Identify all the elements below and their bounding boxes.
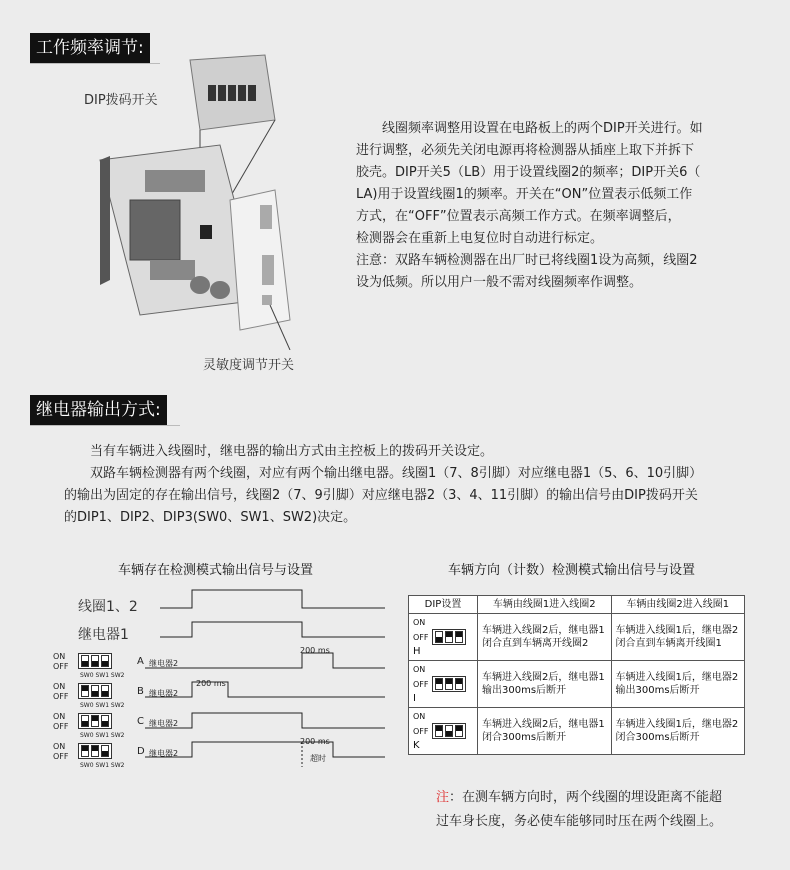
relay1-label: 继电器1	[78, 627, 129, 643]
on-label: ON	[413, 618, 426, 627]
divider	[30, 425, 180, 426]
duration-label: 200 ms	[196, 679, 226, 688]
desc-line: 线圈频率调整用设置在电路板上的两个DIP开关进行。如	[382, 121, 703, 136]
table-row	[409, 708, 745, 755]
off-label: OFF	[53, 662, 69, 671]
desc-line: 进行调整，必须先关闭电源再将检测器从插座上取下并拆下	[356, 143, 695, 158]
sw-labels: SW0 SW1 SW2	[80, 732, 125, 739]
dip-cell	[409, 614, 478, 661]
duration-label: 200 ms	[300, 737, 330, 746]
timeout-label: 超时	[310, 754, 326, 763]
on-label: ON	[413, 712, 426, 721]
duration-label: 200 ms	[300, 646, 330, 655]
off-label: OFF	[413, 727, 429, 736]
section-title-frequency: 工作频率调节:	[30, 33, 150, 63]
header-cell: DIP设置	[409, 596, 478, 614]
off-label: OFF	[53, 752, 69, 761]
dip-switch-icon	[78, 713, 112, 729]
para-line: 双路车辆检测器有两个线圈，对应有两个输出继电器。线圈1（7、8引脚）对应继电器1（5、6、10引脚）	[90, 466, 703, 481]
dip-switch-icon	[432, 723, 466, 739]
direction-table	[408, 595, 745, 755]
sw-labels: SW0 SW1 SW2	[80, 672, 125, 679]
row-letter: C	[137, 716, 144, 727]
desc-line: 注意：双路车辆检测器在出厂时已将线圈1设为高频，线圈2	[356, 253, 698, 268]
relay2-label: 继电器2	[149, 719, 179, 728]
coil-waveform	[160, 590, 385, 608]
dip-switch-icon	[78, 683, 112, 699]
off-label: OFF	[53, 722, 69, 731]
sw-labels: SW0 SW1 SW2	[80, 762, 125, 769]
note-line: 过车身长度，务必使车能够同时压在两个线圈上。	[436, 814, 723, 829]
dip-switch-icon	[432, 676, 466, 692]
table-header-row	[409, 596, 745, 614]
dip-cell	[409, 708, 478, 755]
on-label: ON	[53, 742, 66, 751]
header-cell: 车辆由线圈1进入线圈2	[478, 596, 612, 614]
desc-line: 检测器会在重新上电复位时自动进行标定。	[356, 231, 604, 246]
table-cell: 车辆进入线圈2后，继电器1闭合300ms后断开	[478, 708, 612, 755]
table-row	[409, 614, 745, 661]
coil-label: 线圈1、2	[78, 599, 138, 615]
relay2-label: 继电器2	[149, 749, 179, 758]
on-label: ON	[413, 665, 426, 674]
row-letter: B	[137, 686, 144, 697]
off-label: OFF	[413, 680, 429, 689]
dip-label: DIP拨码开关	[84, 93, 158, 108]
on-label: ON	[53, 712, 66, 721]
dip-cell	[409, 661, 478, 708]
relay1-waveform	[160, 622, 385, 637]
small-dip-icon	[200, 225, 212, 239]
row-letter: K	[413, 740, 420, 751]
relay2-waveform-a	[145, 653, 385, 668]
desc-line: 方式，在“OFF”位置表示高频工作方式。在频率调整后，	[356, 209, 681, 224]
desc-line: 设为低频。所以用户一般不需对线圈频率作调整。	[356, 275, 643, 290]
relay2-label: 继电器2	[149, 689, 179, 698]
table-row	[409, 661, 745, 708]
dip-switch-icon	[78, 743, 112, 759]
section-title-relay: 继电器输出方式:	[30, 395, 167, 425]
sensitivity-label: 灵敏度调节开关	[203, 358, 295, 373]
table-cell: 车辆进入线圈2后，继电器1输出300ms后断开	[478, 661, 612, 708]
dip-switch-icon	[208, 85, 256, 101]
row-letter: H	[413, 646, 421, 657]
frequency-description	[356, 118, 703, 294]
table-cell: 车辆进入线圈1后，继电器2输出300ms后断开	[611, 661, 745, 708]
sw-labels: SW0 SW1 SW2	[80, 702, 125, 709]
direction-note	[436, 786, 722, 834]
desc-line: LA)用于设置线圈1的频率。开关在“ON”位置表示低频工作	[356, 187, 693, 202]
relay2-waveform-d	[145, 742, 385, 757]
relay2-waveform-c	[145, 713, 385, 728]
direction-table-title: 车辆方向（计数）检测模式输出信号与设置	[448, 563, 696, 578]
desc-line: 胶壳。DIP开关5（LB）用于设置线圈2的频率；DIP开关6（	[356, 165, 701, 180]
row-letter: A	[137, 656, 144, 667]
on-label: ON	[53, 652, 66, 661]
row-letter: I	[413, 693, 416, 704]
relay-description	[64, 441, 702, 529]
table-cell: 车辆进入线圈1后，继电器2闭合直到车辆离开线圈1	[611, 614, 745, 661]
header-cell: 车辆由线圈2进入线圈1	[611, 596, 745, 614]
para-line: 当有车辆进入线圈时，继电器的输出方式由主控板上的拨码开关设定。	[90, 444, 494, 459]
dip-switch-icon	[78, 653, 112, 669]
relay2-waveform-b	[145, 682, 385, 697]
on-label: ON	[53, 682, 66, 691]
off-label: OFF	[413, 633, 429, 642]
table-cell: 车辆进入线圈2后，继电器1闭合直到车辆离开线圈2	[478, 614, 612, 661]
table-cell: 车辆进入线圈1后，继电器2闭合300ms后断开	[611, 708, 745, 755]
para-line: 的输出为固定的存在输出信号，线圈2（7、9引脚）对应继电器2（3、4、11引脚）的输出信号由DIP拨码开关	[64, 488, 698, 503]
timing-title: 车辆存在检测模式输出信号与设置	[118, 563, 314, 578]
note-text: ：在测车辆方向时，两个线圈的埋设距离不能超	[449, 790, 723, 805]
note-line	[436, 786, 722, 810]
off-label: OFF	[53, 692, 69, 701]
note-prefix: 注	[436, 790, 450, 805]
relay2-label: 继电器2	[149, 659, 179, 668]
timing-waveforms	[140, 585, 390, 770]
dip-switch-icon	[432, 629, 466, 645]
para-line: 的DIP1、DIP2、DIP3(SW0、SW1、SW2)决定。	[64, 510, 357, 525]
row-letter: D	[137, 746, 145, 757]
